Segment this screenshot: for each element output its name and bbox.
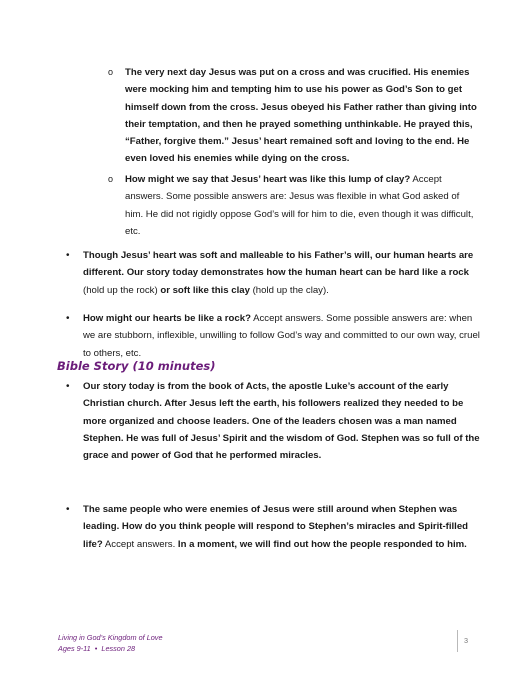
bullet-marker: • [66,504,70,515]
footer-title [58,633,163,654]
list-item [66,501,484,553]
footer-line: Ages 9-11 • Lesson 28 [58,643,136,653]
list-item [66,310,484,362]
list-item [108,64,480,168]
list-item [108,171,480,240]
footer-line: Living in God’s Kingdom of Love [58,633,163,642]
list-item [66,378,484,464]
paragraph: How might our hearts be like a rock? Accept answers. Some possible answers are: when we are stubborn, inflexible, unwilling to follow God’s way and committed to our own way, cruel to others, etc. [83,313,480,359]
list-marker: o [108,67,114,77]
section-heading: Bible Story (10 minutes) [57,359,216,373]
paragraph: How might we say that Jesus’ heart was like this lump of clay? Accept answers. Some possible answers are: Jesus was flexible in what God asked of him. He did not rigidly oppose God’s will for him to die, even though it was difficult, etc. [125,174,474,237]
paragraph: Our story today is from the book of Acts, the apostle Luke’s account of the early Christian church. After Jesus left the earth, his followers realized they needed to be more organized and choose leaders. One of the leaders chosen was a man named Stephen. He was full of Jesus’ Spirit and the wisdom of God. Stephen was so full of the grace and power of God that he performed miracles. [83,381,480,462]
list-item [66,247,484,299]
bullet-marker: • [66,381,70,392]
bullet-marker: • [66,313,70,324]
paragraph: The very next day Jesus was put on a cross and was crucified. His enemies were mocking him and tempting him to use his power as God’s Son to get himself down from the cross. Jesus obeyed his Father rather than giving into their temptation, and then he prayed something unthinkable. He prayed this, “Father, forgive them.” Jesus’ heart remained soft and loving to the end. He even loved his enemies while dying on the cross. [125,67,477,165]
paragraph: The same people who were enemies of Jesus were still around when Stephen was leading. How do you think people will respond to Stephen’s miracles and Spirit-filled life? Accept answers. In a moment, we will find out how the people responded to him. [83,504,469,550]
list-marker: o [108,174,114,184]
page-number: 3 [464,636,469,645]
bullet-marker: • [66,250,70,261]
paragraph: Though Jesus’ heart was soft and malleable to his Father’s will, our human hearts are different. Our story today demonstrates how the human heart can be hard like a rock (hold up the rock) or soft like this clay (hold up the clay). [83,250,474,296]
footer-divider [457,630,458,652]
